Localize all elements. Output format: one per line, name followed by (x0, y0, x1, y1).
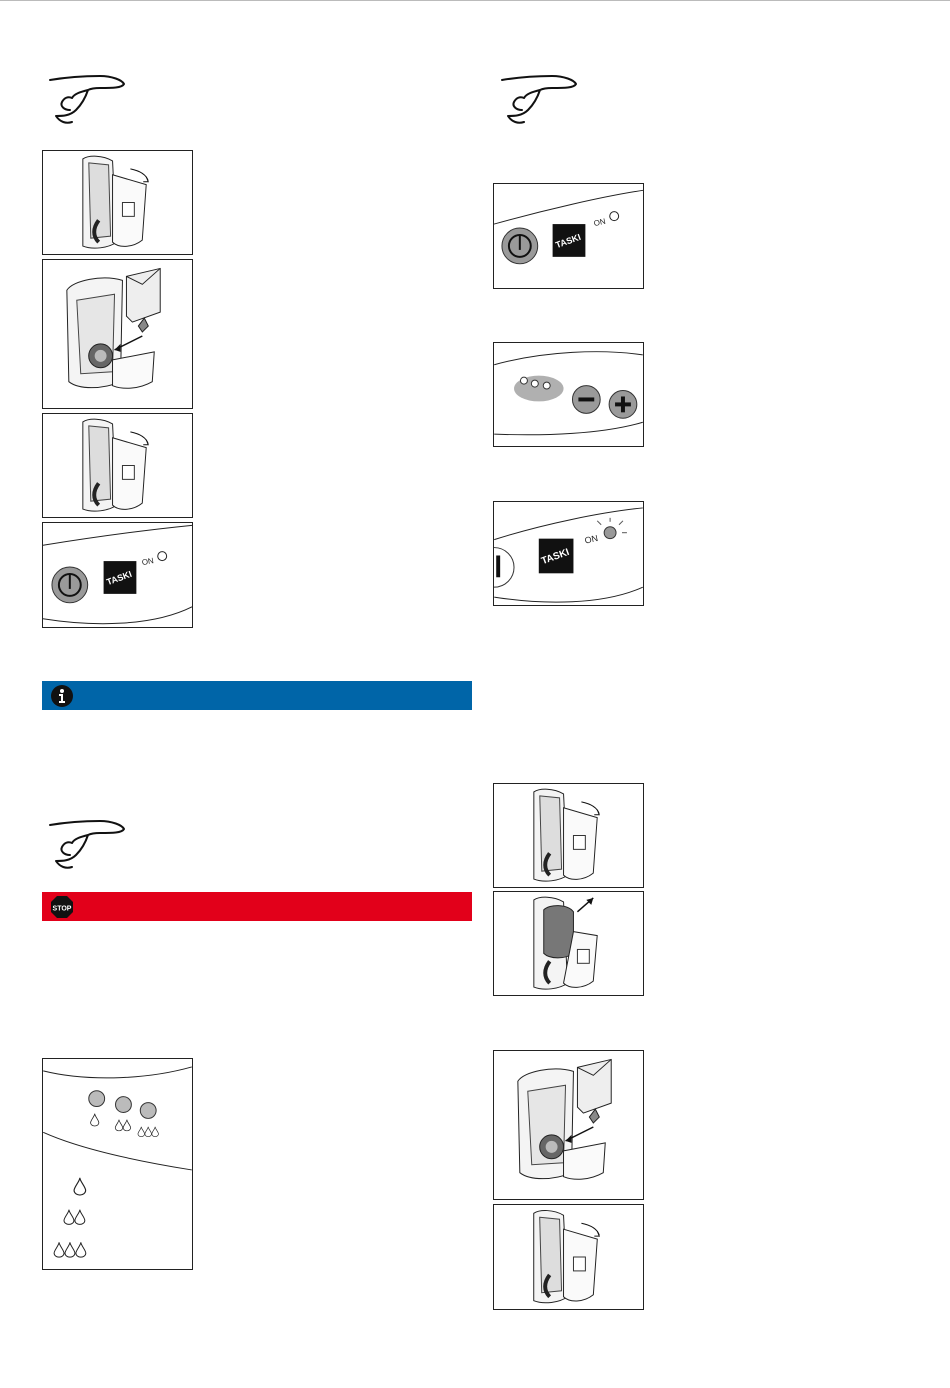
on-label: ON (141, 556, 155, 568)
figure-control-panel-on (42, 522, 193, 628)
on-label: ON (592, 216, 607, 229)
stop-warning-bar (42, 892, 472, 921)
stop-label: STOP (52, 905, 72, 913)
figure-close-cover (42, 413, 193, 518)
figure-led-on (493, 501, 644, 606)
figure-dose-settings (42, 1058, 193, 1270)
pointing-hand-icon (494, 70, 584, 130)
figure-open-cover-2 (493, 783, 644, 888)
info-icon (50, 684, 74, 708)
figure-insert-cartridge-2 (493, 1050, 644, 1200)
on-label: ON (583, 532, 599, 546)
info-notice-bar (42, 681, 472, 710)
taski-logo-text: TASKI (554, 231, 583, 251)
taski-logo-text: TASKI (105, 568, 134, 588)
figure-open-cover (42, 150, 193, 255)
pointing-hand-icon (42, 70, 132, 130)
top-rule (0, 0, 950, 1)
taski-logo-text: TASKI (539, 546, 571, 568)
figure-control-panel-off (493, 183, 644, 289)
figure-insert-cartridge (42, 259, 193, 409)
stop-icon (50, 895, 74, 919)
pointing-hand-icon (42, 815, 132, 875)
figure-dose-adjust (493, 342, 644, 447)
figure-close-cover-2 (493, 1204, 644, 1310)
figure-remove-cartridge (493, 891, 644, 996)
